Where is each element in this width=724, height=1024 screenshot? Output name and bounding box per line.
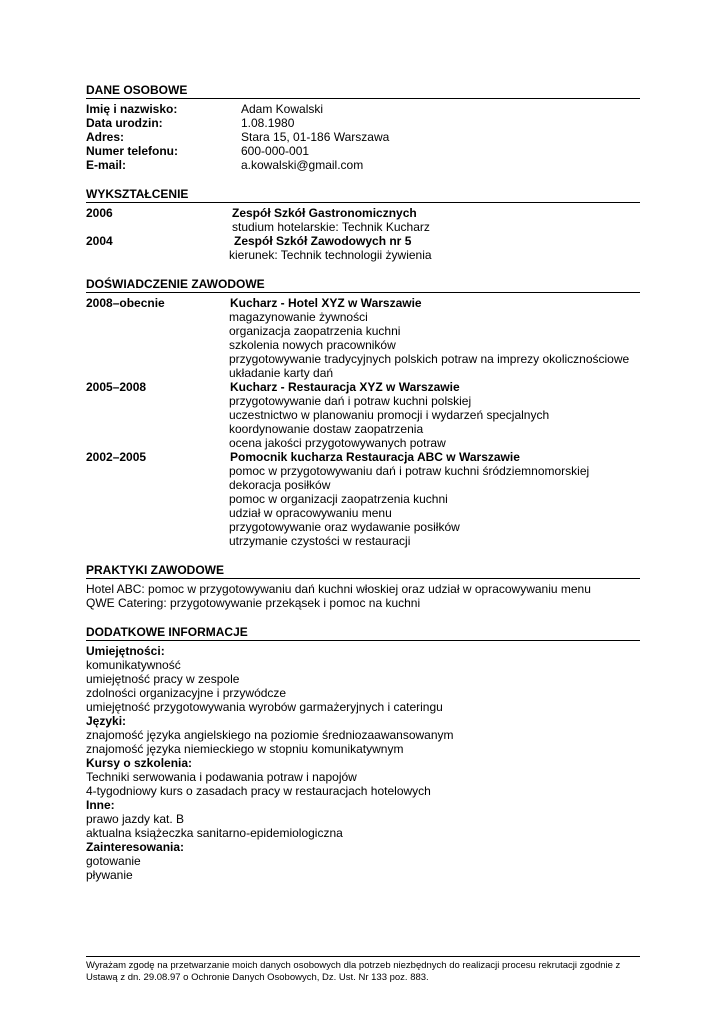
experience-duty: dekoracja posiłków <box>229 478 331 492</box>
experience-duty: organizacja zaopatrzenia kuchni <box>229 324 401 338</box>
additional-item: gotowanie <box>86 854 141 868</box>
education-school: Zespół Szkół Zawodowych nr 5 <box>234 234 412 248</box>
education-detail: kierunek: Technik technologii żywienia <box>229 248 432 262</box>
section-title-personal: DANE OSOBOWE <box>86 83 640 99</box>
personal-row <box>86 130 640 144</box>
additional-item: pływanie <box>86 868 133 882</box>
personal-label: E-mail: <box>86 158 127 172</box>
personal-value: a.kowalski@gmail.com <box>241 158 364 172</box>
experience-duty: koordynowanie dostaw zaopatrzenia <box>229 422 424 436</box>
personal-value: 1.08.1980 <box>241 116 295 130</box>
personal-value: 600-000-001 <box>241 144 310 158</box>
internship-line: Hotel ABC: pomoc w przygotowywaniu dań kuchni włoskiej oraz udział w opracowywaniu menu <box>86 582 591 596</box>
internship-line: QWE Catering: przygotowywanie przekąsek i pomoc na kuchni <box>86 596 421 610</box>
additional-item: zdolności organizacyjne i przywódcze <box>86 686 287 700</box>
experience-duty: przygotowywanie oraz wydawanie posiłków <box>229 520 460 534</box>
personal-row <box>86 116 640 130</box>
experience-duty: układanie karty dań <box>229 366 334 380</box>
section-title-experience: DOŚWIADCZENIE ZAWODOWE <box>86 277 640 293</box>
experience-duty: pomoc w organizacji zaopatrzenia kuchni <box>229 492 448 506</box>
education-item <box>86 234 640 262</box>
personal-label: Data urodzin: <box>86 116 163 130</box>
experience-duty: przygotowywanie tradycyjnych polskich potraw na imprezy okolicznościowe <box>229 352 630 366</box>
personal-row <box>86 144 640 158</box>
additional-item: umiejętność pracy w zespole <box>86 672 240 686</box>
personal-label: Imię i nazwisko: <box>86 102 178 116</box>
additional-heading: Języki: <box>86 714 127 728</box>
education-school: Zespół Szkół Gastronomicznych <box>232 206 417 220</box>
additional-item: 4-tygodniowy kurs o zasadach pracy w restauracjach hotelowych <box>86 784 431 798</box>
personal-row <box>86 158 640 172</box>
experience-item <box>86 450 640 548</box>
internships-section <box>86 563 640 610</box>
experience-period: 2002–2005 <box>86 450 147 464</box>
cv-document <box>86 83 640 897</box>
education-item <box>86 206 640 234</box>
additional-heading: Zainteresowania: <box>86 840 185 854</box>
experience-duty: uczestnictwo w planowaniu promocji i wydarzeń specjalnych <box>229 408 550 422</box>
additional-item: komunikatywność <box>86 658 181 672</box>
personal-value: Adam Kowalski <box>241 102 324 116</box>
experience-position: Kucharz - Hotel XYZ w Warszawie <box>230 296 422 310</box>
personal-label: Numer telefonu: <box>86 144 179 158</box>
additional-item: prawo jazdy kat. B <box>86 812 185 826</box>
consent-text: Wyrażam zgodę na przetwarzanie moich danych osobowych dla potrzeb niezbędnych do realizacji procesu rekrutacji zgodnie z Ustawą z dn. 29.08.97 o Ochronie Danych Osobowych, Dz. Ust. Nr 133 poz. 883. <box>86 960 621 983</box>
personal-row <box>86 102 640 116</box>
experience-duty: przygotowywanie dań i potraw kuchni polskiej <box>229 394 472 408</box>
experience-duty: szkolenia nowych pracowników <box>229 338 396 352</box>
experience-period: 2008–obecnie <box>86 296 165 310</box>
personal-section <box>86 83 640 172</box>
experience-position: Kucharz - Restauracja XYZ w Warszawie <box>230 380 460 394</box>
section-title-education: WYKSZTAŁCENIE <box>86 187 640 203</box>
experience-period: 2005–2008 <box>86 380 147 394</box>
experience-duty: udział w opracowywaniu menu <box>229 506 392 520</box>
additional-item: znajomość języka niemieckiego w stopniu komunikatywnym <box>86 742 404 756</box>
additional-heading: Umiejętności: <box>86 644 165 658</box>
personal-value: Stara 15, 01-186 Warszawa <box>241 130 390 144</box>
education-detail: studium hotelarskie: Technik Kucharz <box>232 220 430 234</box>
experience-duty: magazynowanie żywności <box>229 310 368 324</box>
education-year: 2004 <box>86 234 113 248</box>
experience-duty: ocena jakości przygotowywanych potraw <box>229 436 446 450</box>
section-title-additional: DODATKOWE INFORMACJE <box>86 625 640 641</box>
additional-item: aktualna książeczka sanitarno-epidemiologiczna <box>86 826 343 840</box>
consent-footer <box>86 956 640 984</box>
education-section <box>86 187 640 262</box>
additional-section <box>86 625 640 882</box>
additional-item: Techniki serwowania i podawania potraw i napojów <box>86 770 357 784</box>
experience-duty: pomoc w przygotowywaniu dań i potraw kuchni śródziemnomorskiej <box>229 464 590 478</box>
additional-item: znajomość języka angielskiego na poziomie średniozaawansowanym <box>86 728 454 742</box>
education-year: 2006 <box>86 206 113 220</box>
personal-label: Adres: <box>86 130 125 144</box>
experience-position: Pomocnik kucharza Restauracja ABC w Warszawie <box>230 450 520 464</box>
additional-item: umiejętność przygotowywania wyrobów garmażeryjnych i cateringu <box>86 700 443 714</box>
experience-item <box>86 296 640 380</box>
additional-heading: Inne: <box>86 798 115 812</box>
additional-heading: Kursy o szkolenia: <box>86 756 193 770</box>
experience-item <box>86 380 640 450</box>
experience-section <box>86 277 640 548</box>
experience-duty: utrzymanie czystości w restauracji <box>229 534 411 548</box>
section-title-internships: PRAKTYKI ZAWODOWE <box>86 563 640 579</box>
